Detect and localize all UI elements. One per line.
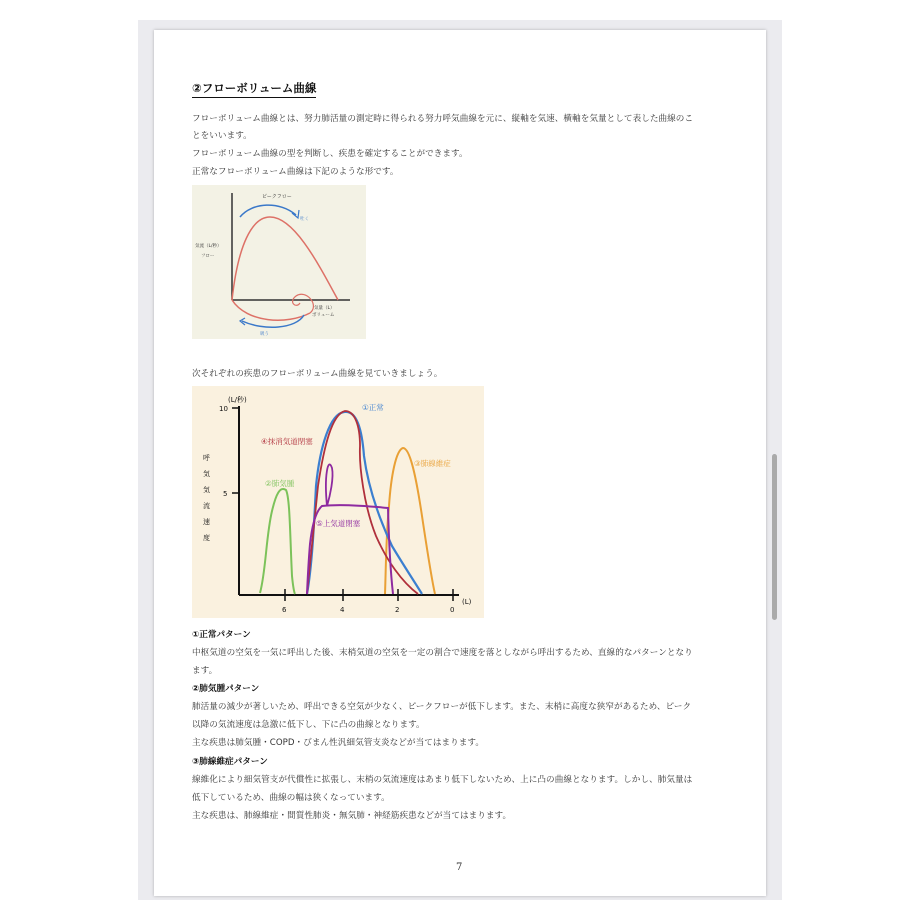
section-heading: ②フローボリューム曲線 — [192, 80, 316, 98]
disease-flow-volume-figure — [192, 386, 484, 618]
y-label-char-4: 流 — [203, 502, 210, 510]
page-number: 7 — [456, 862, 463, 873]
intro-line-2: とをいいます。 — [192, 131, 252, 141]
y-label-char-1: 呼 — [203, 454, 210, 462]
y-unit-label: (L/秒) — [228, 396, 247, 404]
x-unit-label: (L) — [462, 598, 472, 606]
pattern-1-line-1: 中枢気道の空気を一気に呼出した後、末梢気道の空気を一定の割合で速度を落としながら呼出するため、直線的なパターンとなり — [192, 648, 693, 658]
figure1-background — [192, 185, 366, 339]
normal-flow-volume-figure — [192, 185, 366, 339]
pattern-1-title: ①正常パターン — [192, 630, 251, 640]
label-fibrosis: ③肺線維症 — [414, 459, 451, 468]
intro-line-3: フローボリューム曲線の型を判断し、疾患を確定することができます。 — [192, 149, 468, 159]
y-label-char-6: 度 — [203, 534, 210, 542]
pattern-1-line-2: ます。 — [192, 666, 218, 676]
y-tick-5: 5 — [223, 490, 228, 498]
figure1-inhale-label: 吸う — [260, 332, 269, 337]
pattern-3-line-2: 低下しているため、曲線の幅は狭くなっています。 — [192, 793, 390, 803]
intro-line-4: 正常なフローボリューム曲線は下記のような形です。 — [192, 167, 399, 177]
figure1-y-label-2: フロー — [201, 254, 215, 259]
figure2-background — [192, 386, 484, 618]
pattern-3-title: ③肺線維症パターン — [192, 757, 268, 767]
label-upper: ⑤上気道閉塞 — [316, 519, 361, 528]
pattern-2-line-3: 主な疾患は肺気腫・COPD・びまん性汎細気管支炎などが当てはまります。 — [192, 738, 485, 748]
figure1-y-label-1: 気流（L/秒） — [195, 244, 222, 249]
label-emphysema: ②肺気腫 — [265, 479, 295, 488]
x-tick-4: 4 — [340, 606, 345, 614]
figure1-x-label-1: 気量（L） — [314, 306, 335, 311]
pattern-2-title: ②肺気腫パターン — [192, 684, 260, 694]
y-label-char-5: 速 — [203, 518, 210, 526]
figure1-blow-label: 吐く — [300, 217, 309, 222]
figure1-peak-label: ピークフロー — [262, 194, 292, 200]
intro-line-1: フローボリューム曲線とは、努力肺活量の測定時に得られる努力呼気曲線を元に、縦軸を気速、横軸を気量として表した曲線のこ — [192, 114, 694, 124]
x-tick-0: 0 — [450, 606, 455, 614]
label-normal: ①正常 — [362, 403, 384, 412]
x-tick-2: 2 — [395, 606, 400, 614]
label-peripheral: ④抹消気道閉塞 — [261, 437, 313, 446]
pattern-2-line-2: 以降の気流速度は急激に低下し、下に凸の曲線となります。 — [192, 720, 425, 730]
transition-text: 次それぞれの疾患のフローボリューム曲線を見ていきましょう。 — [192, 369, 443, 379]
pattern-2-line-1: 肺活量の減少が著しいため、呼出できる空気が少なく、ピークフローが低下します。また、末梢に高度な狭窄があるため、ピーク — [192, 702, 692, 712]
y-tick-10: 10 — [219, 405, 228, 413]
y-label-char-2: 気 — [203, 470, 210, 478]
pattern-3-line-1: 線維化により細気管支が代償性に拡張し、末梢の気流速度はあまり低下しないため、上に凸の曲線となります。しかし、肺気量は — [192, 775, 693, 785]
figure1-x-label-2: ボリューム — [312, 313, 335, 318]
vertical-scrollbar[interactable] — [772, 454, 777, 620]
pattern-3-line-3: 主な疾患は、肺線維症・間質性肺炎・無気肺・神経筋疾患などが当てはまります。 — [192, 811, 512, 821]
x-tick-6: 6 — [282, 606, 287, 614]
y-label-char-3: 気 — [203, 486, 210, 494]
